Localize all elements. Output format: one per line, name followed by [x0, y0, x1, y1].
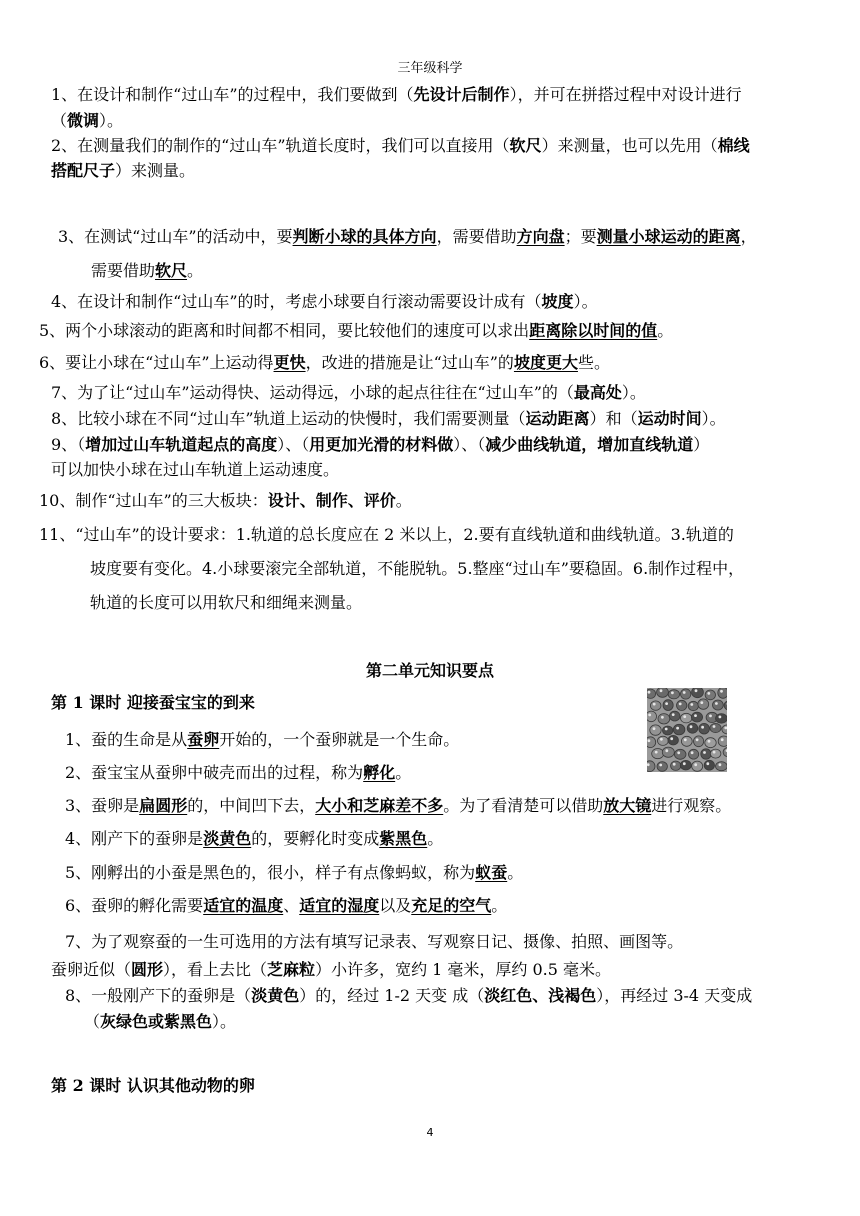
text-segment: ；要 [564, 227, 597, 246]
text-segment: 3、蚕卵是 [65, 796, 140, 815]
egg-dot [698, 699, 709, 709]
lesson-1-title [0, 690, 860, 716]
lesson1-item-8-line-1 [0, 983, 860, 1009]
text-segment: 1、蚕的生命是从 [65, 730, 188, 749]
egg-dot [647, 689, 656, 698]
text-segment: （ [51, 111, 68, 130]
egg-dot [713, 700, 724, 710]
lesson1-item-7 [0, 929, 860, 955]
item-7 [0, 380, 860, 406]
page-header: 三年级科学 [397, 61, 463, 76]
bold-answer: 第 1 课时 迎接蚕宝宝的到来 [51, 693, 255, 712]
egg-dot [691, 712, 702, 722]
lesson1-item-6 [0, 893, 860, 919]
item-4 [0, 289, 860, 315]
underlined-answer: 蚁蚕 [475, 863, 508, 882]
text-segment: ，改进的措施是让“过山车”的 [305, 353, 514, 372]
text-segment: 。 [395, 763, 412, 782]
item-2-line-2 [0, 158, 860, 184]
bold-answer: 微调 [67, 111, 100, 130]
text-segment: ）来测量。 [115, 161, 196, 180]
text-segment: 3、在测试“过山车”的活动中，要 [58, 227, 293, 246]
text-segment: 10、制作“过山车”的三大板块： [39, 491, 268, 510]
lesson-2-title [0, 1073, 860, 1099]
text-segment: ）来测量，也可以先用（ [541, 136, 718, 155]
page-number: 4 [426, 1126, 434, 1139]
item-3-line-1 [0, 224, 860, 250]
bold-answer: 淡红色、浅褐色 [484, 986, 597, 1005]
bold-answer: 设计、制作、评价 [267, 491, 396, 510]
bold-answer: 软尺 [509, 136, 542, 155]
text-segment: 进行观察。 [651, 796, 732, 815]
egg-highlight [683, 691, 686, 694]
text-segment: ）小许多，宽约 1 毫米，厚约 0.5 毫米。 [315, 960, 612, 979]
text-segment: ） [693, 435, 710, 454]
lesson1-item-1 [0, 727, 860, 753]
underlined-answer: 坡度更大 [513, 353, 578, 372]
text-segment: 。为了看清楚可以借助 [443, 796, 604, 815]
underlined-answer: 软尺 [155, 261, 188, 280]
text-segment: 7、为了让“过山车”运动得快、运动得远，小球的起点往往在“过山车”的（ [51, 383, 574, 402]
text-segment: ）、（ [453, 435, 486, 454]
egg-highlight [720, 690, 723, 693]
bold-answer: 芝麻粒 [267, 960, 316, 979]
item-1-line-2 [0, 108, 860, 134]
text-segment: 的，要孵化时变成 [251, 829, 380, 848]
bold-answer: 搭配尺子 [51, 161, 116, 180]
egg-highlight [665, 702, 668, 705]
item-1-line-1 [0, 82, 860, 108]
bold-answer: 圆形 [131, 960, 164, 979]
bold-answer: 淡黄色 [251, 986, 300, 1005]
bold-answer: 运动时间 [637, 409, 702, 428]
text-segment: ）。 [99, 111, 124, 130]
bold-answer: 第 2 课时 认识其他动物的卵 [51, 1076, 255, 1095]
item-9-line-2 [0, 457, 860, 483]
underlined-answer: 测量小球运动的距离 [596, 227, 741, 246]
text-segment: （ [84, 1012, 101, 1031]
egg-dot [718, 688, 727, 698]
text-segment: ，需要借助 [436, 227, 517, 246]
text-segment: 坡度要有变化。4.小球要滚完全部轨道，不能脱轨。5.整座“过山车”要稳固。6.制作过程中， [90, 559, 745, 578]
text-segment: 。 [657, 321, 674, 340]
bold-answer: 运动距离 [525, 409, 590, 428]
underlined-answer: 扁圆形 [139, 796, 188, 815]
egg-dot [657, 688, 669, 697]
egg-highlight [653, 703, 656, 706]
bold-answer: 灰绿色或紫黑色 [100, 1012, 213, 1031]
text-segment: 。 [187, 261, 204, 280]
item-9-line-1 [0, 432, 860, 458]
text-segment: ），看上去比（ [163, 960, 268, 979]
underlined-answer: 判断小球的具体方向 [292, 227, 437, 246]
underlined-answer: 淡黄色 [203, 829, 252, 848]
text-segment: 5、刚孵出的小蚕是黑色的，很小，样子有点像蚂蚁，称为 [65, 863, 476, 882]
lesson1-item-8-line-2 [0, 1009, 860, 1035]
lesson1-item-5 [0, 860, 860, 886]
bold-answer: 增加过山车轨道起点的高度 [85, 435, 278, 454]
item-11-line-2 [0, 556, 860, 582]
lesson1-note [0, 957, 860, 983]
bold-answer: 最高处 [573, 383, 622, 402]
item-5 [0, 318, 860, 344]
text-segment: 9、（ [51, 435, 86, 454]
underlined-answer: 孵化 [363, 763, 396, 782]
egg-dot [663, 700, 673, 711]
egg-dot [681, 689, 691, 699]
bold-answer: 坡度 [541, 292, 574, 311]
text-segment: 1、在设计和制作“过山车”的过程中，我们要做到（ [51, 85, 414, 104]
egg-highlight [700, 701, 703, 704]
egg-highlight [715, 702, 718, 705]
egg-dot [669, 711, 680, 721]
text-segment: 轨道的长度可以用软尺和细绳来测量。 [90, 593, 363, 612]
item-6 [0, 350, 860, 376]
egg-highlight [683, 715, 686, 718]
egg-highlight [679, 703, 682, 706]
underlined-answer: 更快 [273, 353, 306, 372]
bold-answer: 用更加光滑的材料做 [309, 435, 454, 454]
egg-highlight [648, 714, 651, 717]
bold-answer: 减少曲线轨道，增加直线轨道 [485, 435, 694, 454]
bold-answer: 先设计后制作 [413, 85, 510, 104]
lesson1-item-3 [0, 793, 860, 819]
lesson1-item-2 [0, 760, 860, 786]
text-segment: 。 [395, 491, 412, 510]
item-10 [0, 488, 860, 514]
text-segment: 。 [491, 896, 508, 915]
lesson1-item-4 [0, 826, 860, 852]
text-segment: 些。 [577, 353, 610, 372]
text-segment: 2、在测量我们的制作的“过山车”轨道长度时，我们可以直接用（ [51, 136, 510, 155]
section-title: 第二单元知识要点 [365, 661, 494, 680]
egg-highlight [694, 714, 697, 717]
egg-dot [650, 701, 661, 710]
text-segment: 6、蚕卵的孵化需要 [65, 896, 204, 915]
text-segment: 。 [427, 829, 444, 848]
underlined-answer: 方向盘 [516, 227, 565, 246]
text-segment: ），再经过 3-4 天变成 [596, 986, 753, 1005]
text-segment: 8、一般刚产下的蚕卵是（ [65, 986, 252, 1005]
underlined-answer: 蚕卵 [187, 730, 220, 749]
text-segment: 4、刚产下的蚕卵是 [65, 829, 204, 848]
item-11-line-1 [0, 522, 860, 548]
text-segment: 2、蚕宝宝从蚕卵中破壳而出的过程，称为 [65, 763, 364, 782]
underlined-answer: 适宜的温度 [203, 896, 284, 915]
egg-dot [647, 711, 657, 722]
egg-highlight [707, 692, 710, 695]
underlined-answer: 大小和芝麻差不多 [315, 796, 444, 815]
underlined-answer: 紫黑色 [379, 829, 428, 848]
egg-dot [668, 690, 679, 699]
text-segment: 7、为了观察蚕的一生可选用的方法有填写记录表、写观察日记、摄像、拍照、画图等。 [65, 932, 684, 951]
egg-highlight [719, 716, 722, 719]
underlined-answer: 距离除以时间的值 [529, 321, 658, 340]
text-segment: 。 [507, 863, 524, 882]
egg-dot [688, 701, 698, 710]
text-segment: ）。 [701, 409, 726, 428]
text-segment: 4、在设计和制作“过山车”的时，考虑小球要自行滚动需要设计成有（ [51, 292, 542, 311]
egg-dot [681, 713, 692, 723]
text-segment: 11、“过山车”的设计要求：1.轨道的总长度应在 2 米以上，2.要有直线轨道和曲线轨道。3.轨道的 [39, 525, 734, 544]
text-segment: ， [740, 227, 757, 246]
text-segment: ）、（ [277, 435, 310, 454]
text-segment: 以及 [379, 896, 412, 915]
egg-dot [692, 688, 704, 698]
underlined-answer: 充足的空气 [411, 896, 492, 915]
text-segment: 的，中间凹下去， [187, 796, 316, 815]
text-segment: ）。 [621, 383, 646, 402]
egg-highlight [695, 689, 698, 692]
egg-highlight [661, 716, 664, 719]
egg-highlight [709, 715, 712, 718]
text-segment: ）。 [573, 292, 598, 311]
bold-answer: 棉线 [717, 136, 750, 155]
egg-dot [716, 714, 728, 724]
text-segment: 6、要让小球在“过山车”上运动得 [39, 353, 274, 372]
egg-highlight [672, 713, 675, 716]
item-3-line-2 [0, 258, 860, 284]
text-segment: 、 [283, 896, 300, 915]
item-2-line-1 [0, 133, 860, 159]
egg-highlight [671, 691, 674, 694]
text-segment: 8、比较小球在不同“过山车”轨道上运动的快慢时，我们需要测量（ [51, 409, 526, 428]
text-segment: 需要借助 [91, 261, 156, 280]
egg-dot [705, 690, 715, 700]
text-segment: 5、两个小球滚动的距离和时间都不相同，要比较他们的速度可以求出 [39, 321, 530, 340]
text-segment: ）。 [212, 1012, 237, 1031]
item-8 [0, 406, 860, 432]
egg-highlight [648, 691, 651, 694]
egg-highlight [690, 703, 693, 706]
text-segment: ）的，经过 1-2 天变 成（ [299, 986, 485, 1005]
text-segment: 可以加快小球在过山车轨道上运动速度。 [51, 460, 340, 479]
egg-dot [658, 714, 670, 724]
text-segment: ）和（ [589, 409, 638, 428]
underlined-answer: 放大镜 [603, 796, 652, 815]
item-11-line-3 [0, 590, 860, 616]
underlined-answer: 适宜的湿度 [299, 896, 380, 915]
text-segment: 开始的，一个蚕卵就是一个生命。 [219, 730, 460, 749]
egg-highlight [660, 689, 663, 692]
text-segment: ），并可在拼搭过程中对设计进行 [509, 85, 742, 104]
egg-dot [677, 700, 687, 710]
text-segment: 蚕卵近似（ [51, 960, 132, 979]
